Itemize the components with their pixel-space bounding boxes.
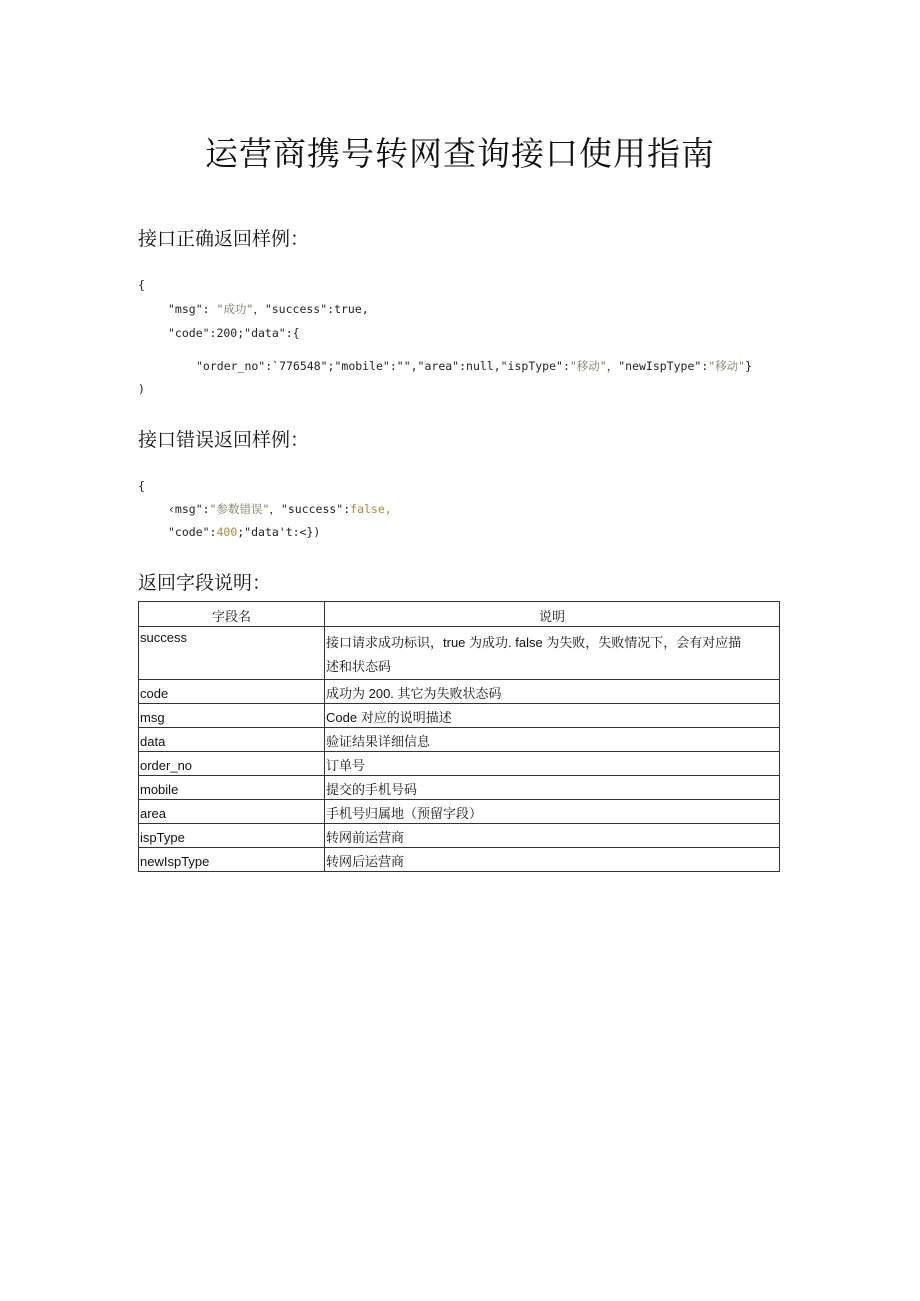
field-description: 接口请求成功标识，true 为成功. false 为失败，失败情况下，会有对应描 述和状态码 <box>325 627 780 680</box>
field-description: 订单号 <box>325 752 780 776</box>
code-open-brace: { <box>138 479 145 493</box>
success-example-heading: 接口正确返回样例： <box>138 228 310 250</box>
code-line-msg: ‹msg":"参数错误"，"success":false, <box>168 502 392 516</box>
field-name: code <box>139 680 325 704</box>
field-name: area <box>139 800 325 824</box>
code-line-code: "code":200;"data":{ <box>168 326 300 340</box>
table-row <box>139 752 780 776</box>
field-name: ispType <box>139 824 325 848</box>
column-header: 字段名 <box>139 602 325 627</box>
field-description: 手机号归属地（预留字段） <box>325 800 780 824</box>
field-description: 转网后运营商 <box>325 848 780 872</box>
column-header: 说明 <box>325 602 780 627</box>
table-row <box>139 776 780 800</box>
fields-heading: 返回字段说明： <box>138 572 272 594</box>
table-row <box>139 800 780 824</box>
code-open-brace: { <box>138 278 145 292</box>
table-header-row <box>139 602 780 627</box>
table-row <box>139 824 780 848</box>
field-description: 提交的手机号码 <box>325 776 780 800</box>
field-name: order_no <box>139 752 325 776</box>
code-line-code: "code":400;"data't:<}) <box>168 525 321 539</box>
table-row <box>139 627 780 680</box>
field-description: Code 对应的说明描述 <box>325 704 780 728</box>
table-row <box>139 728 780 752</box>
field-description: 转网前运营商 <box>325 824 780 848</box>
field-name: msg <box>139 704 325 728</box>
table-row <box>139 704 780 728</box>
code-line-data: "order_no":`776548";"mobile":"","area":null,"ispType":"移动"，"newIspType":"移动"} <box>196 359 753 373</box>
table-row <box>139 680 780 704</box>
document-title: 运营商携号转网查询接口使用指南 <box>205 134 715 173</box>
field-name: success <box>139 627 325 680</box>
code-line-msg: "msg": "成功"，"success":true, <box>168 302 369 316</box>
field-name: data <box>139 728 325 752</box>
fields-table <box>138 601 780 872</box>
code-close-brace: ) <box>138 382 145 396</box>
field-description: 验证结果详细信息 <box>325 728 780 752</box>
field-name: mobile <box>139 776 325 800</box>
table-row <box>139 848 780 872</box>
error-example-heading: 接口错误返回样例： <box>138 429 310 451</box>
field-description: 成功为 200. 其它为失败状态码 <box>325 680 780 704</box>
field-name: newIspType <box>139 848 325 872</box>
